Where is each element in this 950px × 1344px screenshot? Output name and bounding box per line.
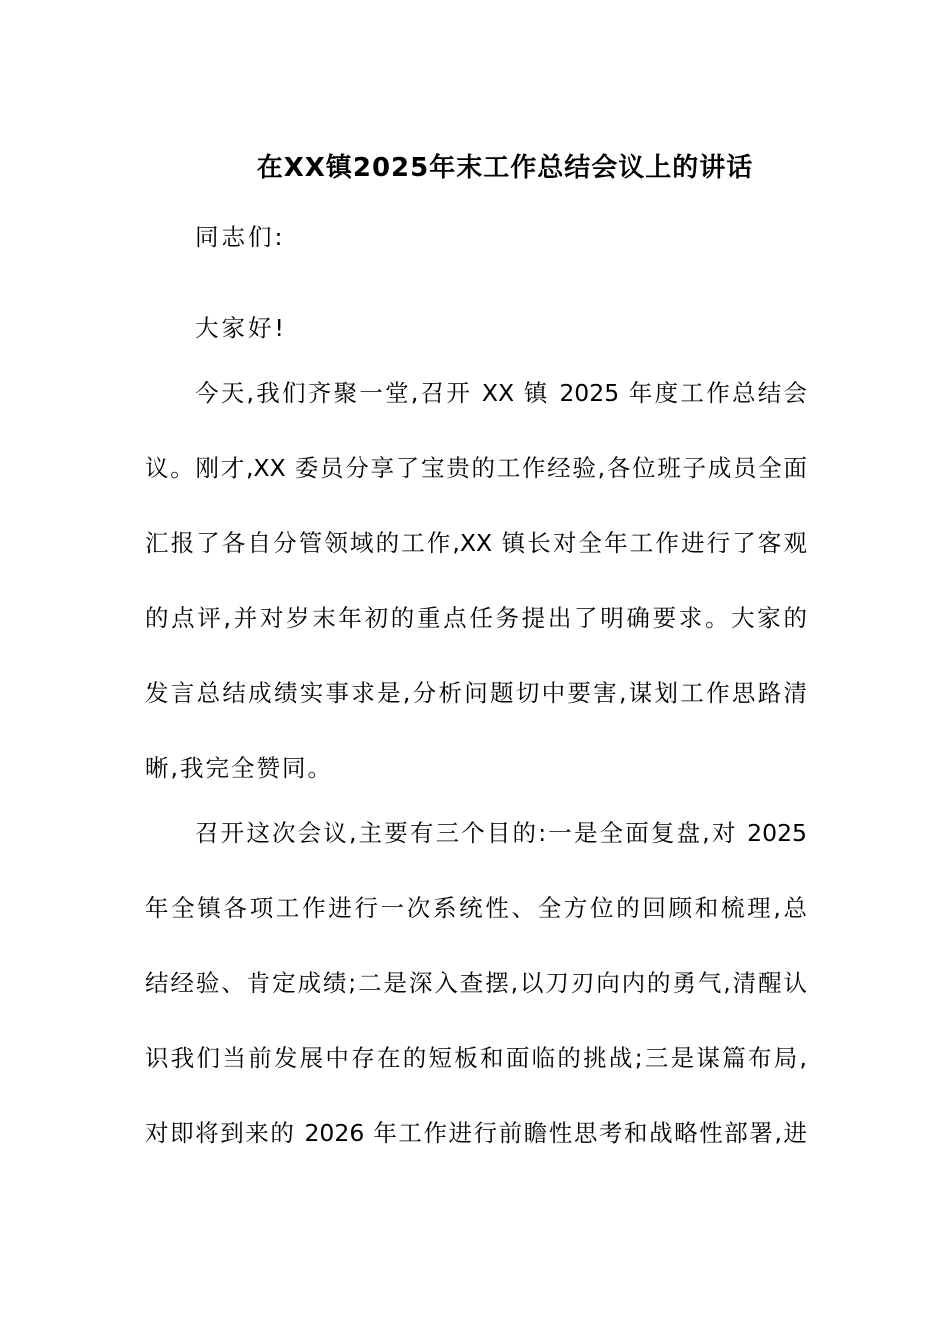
paragraph-line: 年全镇各项工作进行一次系统性、全方位的回顾和梳理,总	[145, 894, 807, 922]
paragraph-line: 发言总结成绩实事求是,分析问题切中要害,谋划工作思路清	[145, 679, 807, 707]
salutation: 同志们:	[195, 223, 286, 251]
paragraph-line: 议。刚才,XX 委员分享了宝贵的工作经验,各位班子成员全面	[145, 454, 807, 482]
document-title: 在XX镇2025年末工作总结会议上的讲话	[256, 153, 754, 183]
paragraph-line: 汇报了各自分管领域的工作,XX 镇长对全年工作进行了客观	[145, 529, 807, 557]
paragraph-line: 召开这次会议,主要有三个目的:一是全面复盘,对 2025	[195, 819, 807, 847]
paragraph-line: 结经验、肯定成绩;二是深入查摆,以刀刃向内的勇气,清醒认	[145, 969, 807, 997]
paragraph-line: 对即将到来的 2026 年工作进行前瞻性思考和战略性部署,进	[145, 1119, 807, 1147]
paragraph-line: 晰,我完全赞同。	[145, 754, 333, 782]
paragraph-line: 识我们当前发展中存在的短板和面临的挑战;三是谋篇布局,	[145, 1044, 807, 1072]
paragraph-line: 今天,我们齐聚一堂,召开 XX 镇 2025 年度工作总结会	[195, 379, 807, 407]
paragraph-line: 的点评,并对岁末年初的重点任务提出了明确要求。大家的	[145, 604, 807, 632]
greeting: 大家好!	[195, 314, 287, 342]
